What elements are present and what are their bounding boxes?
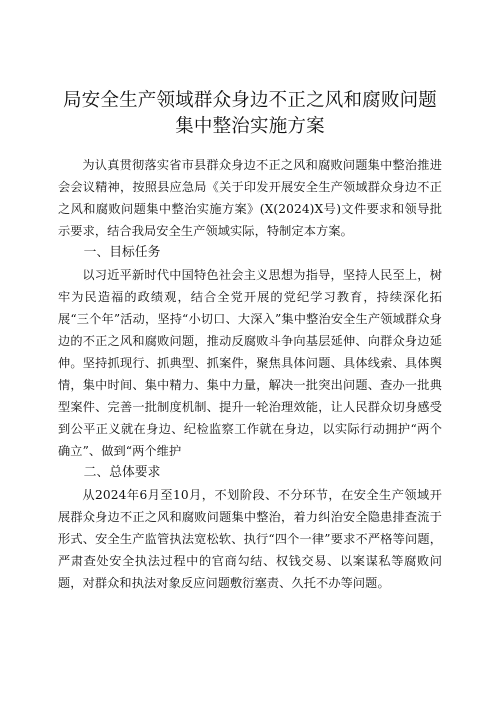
title-line-2: 集中整治实施方案: [175, 116, 325, 137]
section-heading-requirements: 二、总体要求: [83, 465, 161, 480]
document-body: [58, 154, 442, 594]
title-line-1: 局安全生产领域群众身边不正之风和腐败问题: [62, 90, 437, 111]
document-title: [58, 88, 442, 140]
section-paragraph-requirements: 从2024年6月至10月，不划阶段、不分环节，在安全生产领域开展群众身边不正之风和腐败问题集中整治，着力纠治安全隐患排查流于形式、安全生产监管执法宽松软、执行“四个一律”要求不严格等问题，严肃查处安全执法过程中的官商勾结、权钱交易、以案谋私等腐败问题，对群众和执法对象反应问题敷衍塞责、久托不办等问题。: [58, 488, 442, 590]
section-heading-goals: 一、目标任务: [83, 245, 161, 260]
intro-paragraph: 为认真贯彻落实省市县群众身边不正之风和腐败问题集中整治推进会会议精神，按照县应急局《关于印发开展安全生产领域群众身边不正之风和腐败问题集中整治实施方案》(X(2024)X号)文件要求和领导批示要求，结合我局安全生产领域实际，特制定本方案。: [58, 158, 442, 238]
section-paragraph-goals: 以习近平新时代中国特色社会主义思想为指导，坚持人民至上，树牢为民造福的政绩观，结合全党开展的党纪学习教育，持续深化拓展“三个年”活动，坚持“小切口、大深入”集中整治安全生产领域群众身边的不正之风和腐败问题，推动反腐败斗争向基层延伸、向群众身边延伸。坚持抓现行、抓典型、抓案件，聚焦具体问题、具体线索、具体舆情，集中时间、集中精力、集中力量，解决一批突出问题、查办一批典型案件、完善一批制度机制、提升一轮治理效能，让人民群众切身感受到公平正义就在身边、纪检监察工作就在身边，以实际行动拥护“两个确立”、做到“两个维护: [58, 268, 442, 458]
